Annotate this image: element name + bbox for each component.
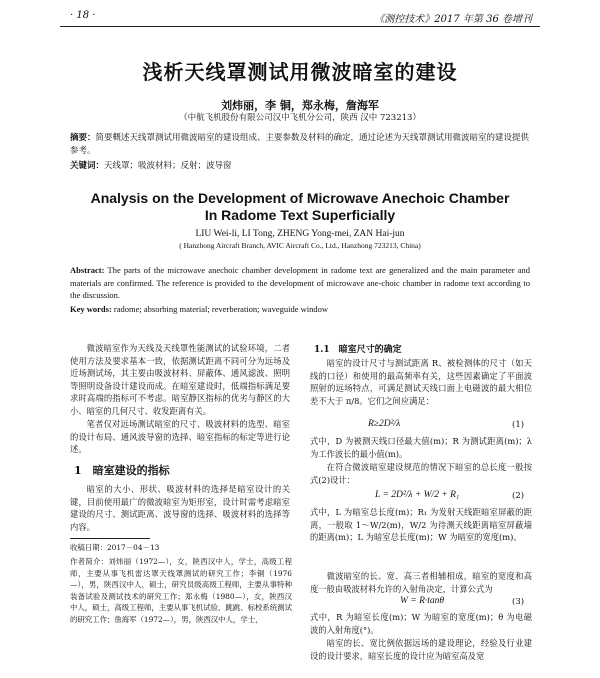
- en-title-line-2: In Radome Text Superficially: [204, 207, 396, 223]
- equation-3: W = R·tanθ: [400, 596, 445, 606]
- equation-2: L = 2D²/λ + W/2 + R₁: [375, 490, 460, 500]
- footnote-author-bio: 作者简介：刘炜丽（1972—），女，陕西汉中人，学士，高级工程师，主要从事飞机雷达罩天线罩测试的研究工作；李铜（1976—），男，陕西汉中人，硕士，研究员级高级工程师，主要从事特种装备试验及测试技术的研究工作；郑永梅（1980—），女，陕西汉中人，硕士，高级工程师，主要从事飞机试验、跳跳、标校系统测试的研究工作；詹海军（1972—），男，陕西汉中人，学士，: [70, 557, 292, 624]
- paper-title: 浅析天线罩测试用微波暗室的建设: [142, 60, 458, 84]
- abstract-en-text: The parts of the microwave anechoic chamber development in radome text are generalized and the main parameter and materials are confirmed. The reference is provided to the development of microwave ane-choic chamber in radome text according to the discussion.: [70, 265, 530, 300]
- keywords-cn-text: 天线罩；吸波材料；反射；波导窗: [104, 161, 232, 171]
- abstract-cn-text: 简要概述天线罩测试用微波暗室的建设组成、主要参数及材料的确定，通过论述为天线罩测试用微波暗室的建设提供参考。: [70, 133, 530, 156]
- right-paragraph-2: 式中，D 为被测天线口径最大值(m)；R 为测试距离(m)；λ 为工作波长的最小值(m)。: [310, 436, 532, 459]
- en-title: [0, 190, 600, 224]
- equation-1-number: (1): [512, 420, 525, 430]
- right-paragraph-4: 式中，L 为暗室总长度(m)；R₁ 为发射天线距暗室屏蔽的距离，一般取 1～W/2(m)，W/2 为待测天线距离暗室屏蔽墙的距离(m)；L 为暗室总长度(m)；W 为暗室的宽度(m)。: [310, 507, 532, 542]
- right-paragraph-6: 式中，R 为暗室长度(m)；W 为暗室的宽度(m)；θ 为电磁波的入射角度(°)。: [310, 612, 532, 635]
- abstract-en: [70, 264, 530, 302]
- left-paragraph-3: 暗室的大小、形状、吸波材料的选择是暗室设计的关键，目前使用最广的微波暗室为矩形室，设计时需考虑暗室建设的尺寸、测试距离、波导窗的选择、吸波材料的选择等内容。: [70, 484, 290, 532]
- journal-header: 《测控技术》2017 年第 36 卷增刊: [374, 14, 532, 25]
- en-authors: LIU Wei-li, LI Tong, ZHENG Yong-mei, ZAN Hai-jun: [195, 229, 405, 239]
- footnote-rule: [70, 538, 150, 539]
- en-title-line-1: Analysis on the Development of Microwave Anechoic Chamber: [90, 190, 510, 206]
- abstract-cn: [70, 132, 530, 158]
- section-1-heading: 1 暗室建设的指标: [74, 464, 170, 477]
- subsection-1-1-heading: 1.1 暗室尺寸的确定: [314, 345, 402, 355]
- right-paragraph-7: 暗室的长、宽比例依据远场的建设理论，经验及行业建设的设计要求，暗室长度的设计应为暗室高及宽: [310, 638, 532, 661]
- en-affiliation: ( Hanzhong Aircraft Branch, AVIC Aircraft Co., Ltd., Hanzhong 723213, China): [179, 241, 421, 250]
- abstract-en-label: Abstract:: [70, 265, 105, 275]
- keywords-cn-label: 关键词：: [70, 161, 105, 171]
- keywords-en-text: radome; absorbing material; reverberation; waveguide window: [113, 304, 328, 314]
- page-number: · 18 ·: [70, 10, 96, 21]
- equation-2-number: (2): [512, 491, 525, 501]
- author-list: 刘炜丽，李 铜，郑永梅，詹海军: [221, 99, 379, 112]
- left-paragraph-1: 微波暗室作为天线及天线罩性能测试的试验环境，二者使用方法及要求基本一致，依据测试距离不同可分为远场及近场测试场，其主要由吸波材料、屏蔽体、通风滤波、照明等照明设备设计建设而成。在暗室建设时，低端指标满足要求时高端的指标可不考虑。暗室静区指标的优劣与静区的大小、暗室的几何尺寸、收发距离有关。: [70, 343, 290, 416]
- keywords-en: [70, 303, 530, 316]
- right-paragraph-5: 微波暗室的长、宽、高三者相辅相成，暗室的宽度和高度一般由吸波材料允许的入射角决定，计算公式为: [310, 571, 532, 594]
- affiliation: （中航飞机股份有限公司汉中飞机分公司，陕西 汉中 723213）: [179, 113, 421, 123]
- equation-3-number: (3): [512, 597, 525, 607]
- right-paragraph-3: 在符合微波暗室建设规范的情况下暗室的总长度一般按式(2)设计：: [310, 462, 532, 485]
- left-paragraph-2: 笔者仅对远场测试暗室的尺寸、吸波材料的选型、暗室的设计布局、通风波导窗的选择、暗室指标的标定等进行论述。: [70, 419, 290, 454]
- abstract-cn-label: 摘要：: [70, 133, 96, 143]
- keywords-cn: [70, 160, 530, 173]
- keywords-en-label: Key words:: [70, 304, 112, 314]
- header-rule: [60, 26, 540, 27]
- right-paragraph-1: 暗室的设计尺寸与测试距离 R、被检测体的尺寸（如天线的口径）和使用的最高频率有关，这些因素确定了平面波照射的远场特点，可满足测试天线口面上电磁波的最大相位差不大于 π/8。它们之间应满足：: [310, 358, 532, 406]
- equation-1: R≥2D²/λ: [368, 419, 401, 429]
- footnote-received: 收稿日期：2017－04－13: [70, 543, 160, 552]
